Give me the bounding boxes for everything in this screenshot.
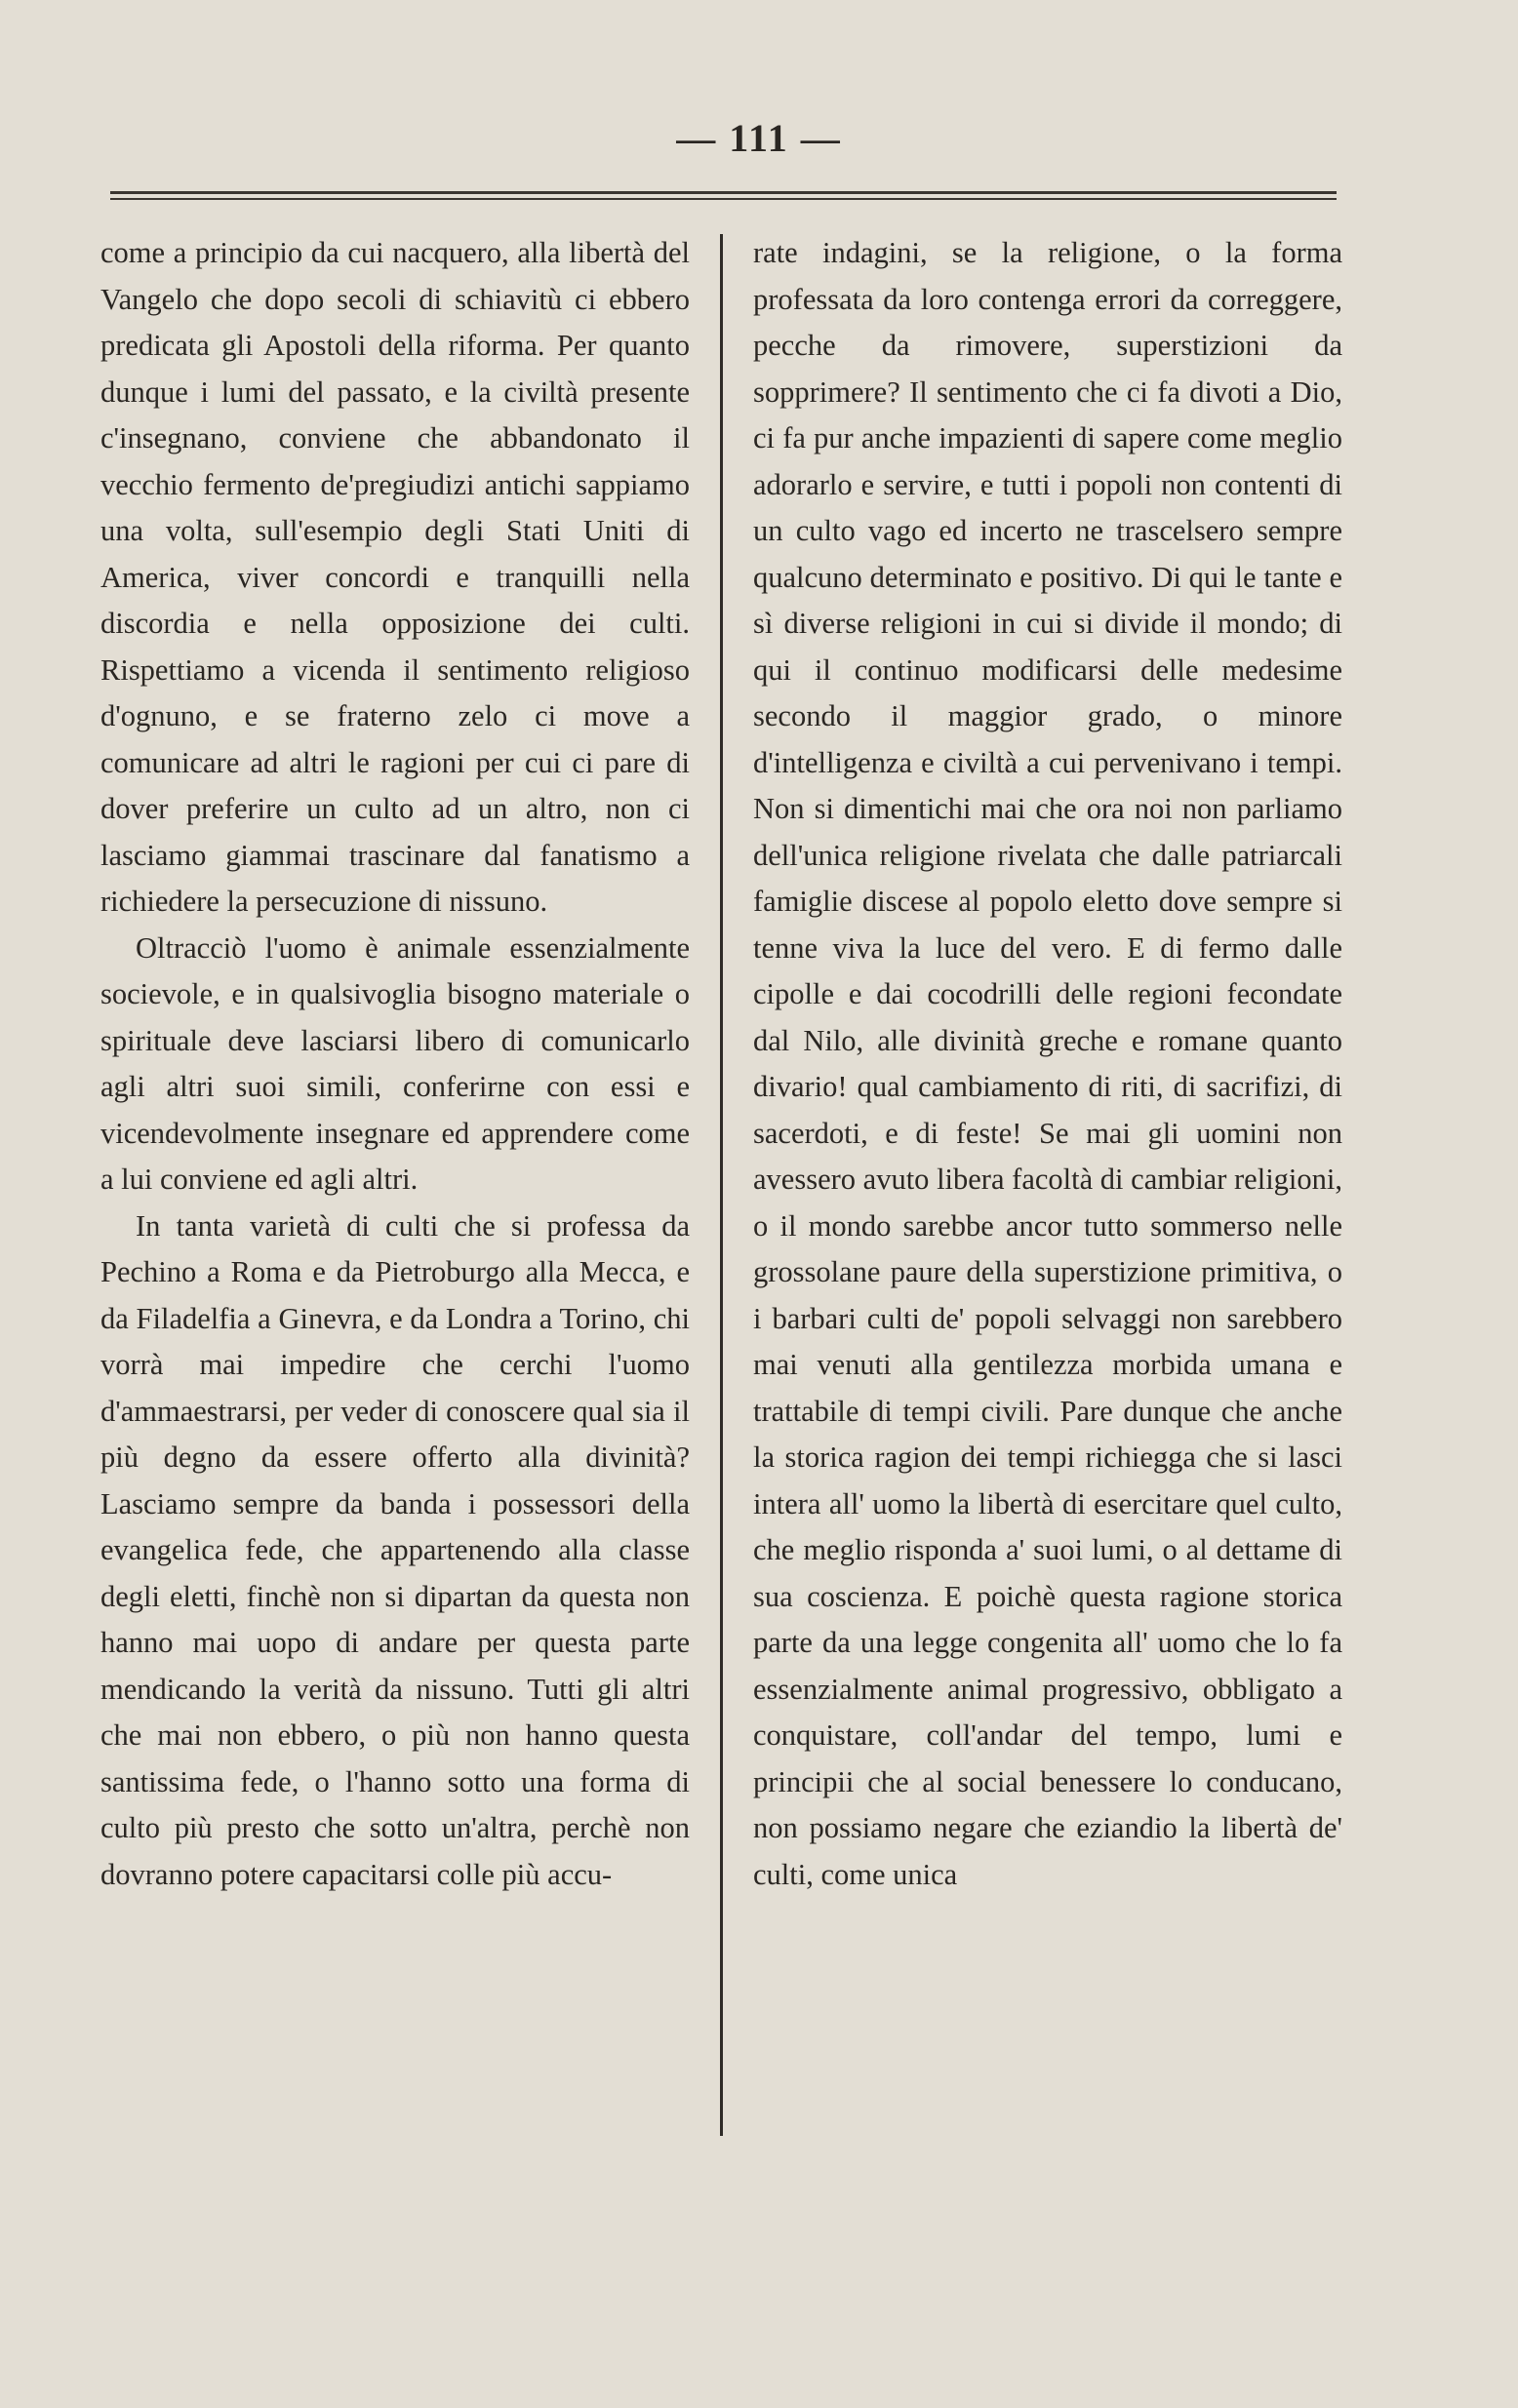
paragraph: rate indagini, se la religione, o la forma professata da loro contenga errori da correggere, pecche da rimovere, superstizioni da sopprimere? Il sentimento che ci fa divoti a Dio, ci fa pur anche impazienti di sapere come meglio adorarlo e servire, e tutti i popoli non contenti di un culto vago ed incerto ne trascelsero sempre qualcuno determinato e positivo. Di qui le tante e sì diverse religioni in cui si divide il mondo; di qui il continuo modificarsi delle medesime secondo il maggior grado, o minore d'intelligenza e civiltà a cui pervenivano i tempi. Non si dimentichi mai che ora noi non parliamo dell'unica religione rivelata che dalle patriarcali famiglie discese al popolo eletto dove sempre si tenne viva la luce del vero. E di fermo dalle cipolle e dai cocodrilli delle regioni fecondate dal Nilo, alle divinità greche e romane quanto divario! qual cambiamento di riti, di sacrifizi, di sacerdoti, e di feste! Se mai gli uomini non avessero avuto libera facoltà di cambiar religioni, o il mondo sarebbe ancor tutto sommerso nelle grossolane paure della superstizione primitiva, o i barbari culti de' popoli selvaggi non sarebbero mai venuti alla gentilezza morbida umana e trattabile di tempi civili. Pare dunque che anche la storica ragion dei tempi richiegga che si lasci intera all' uomo la libertà di esercitare quel culto, che meglio risponda a' suoi lumi, o al dettame di sua coscienza. E poichè questa ragione storica parte da una legge congenita all' uomo che lo fa essenzialmente animal progressivo, obbligato a conquistare, coll'andar del tempo, lumi e principii che al social benessere lo conducano, non possiamo negare che eziandio la libertà de' culti, come unica	[753, 236, 1342, 1891]
header-rule-thin	[110, 198, 1337, 200]
column-divider	[720, 234, 723, 2136]
paragraph: In tanta varietà di culti che si professa da Pechino a Roma e da Pietroburgo alla Mecca, e da Filadelfia a Ginevra, e da Londra a Torino, chi vorrà mai impedire che cerchi l'uomo d'ammaestrarsi, per veder di conoscere qual sia il più degno da essere offerto alla divinità? Lasciamo sempre da banda i possessori della evangelica fede, che appartenendo alla classe degli eletti, finchè non si dipartan da questa non hanno mai uopo di andare per questa parte mendicando la verità da nissuno. Tutti gli altri che mai non ebbero, o più non hanno questa santissima fede, o l'hanno sotto una forma di culto più presto che sotto un'altra, perchè non dovranno potere capacitarsi colle più accu-	[100, 1208, 690, 1891]
right-column	[753, 230, 1342, 1898]
paragraph: Oltracciò l'uomo è animale essenzialmente socievole, e in qualsivoglia bisogno materiale o spirituale deve lasciarsi libero di comunicarlo agli altri suoi simili, conferirne con essi e vicendevolmente insegnare ed apprendere come a lui conviene ed agli altri.	[100, 930, 690, 1196]
paragraph: come a principio da cui nacquero, alla libertà del Vangelo che dopo secoli di schiavitù ci ebbero predicata gli Apostoli della riforma. Per quanto dunque i lumi del passato, e la civiltà presente c'insegnano, conviene che abbandonato il vecchio fermento de'pregiudizi antichi sappiamo una volta, sull'esempio degli Stati Uniti di America, viver concordi e tranquilli nella discordia e nella opposizione dei culti. Rispettiamo a vicenda il sentimento religioso d'ognuno, e se fraterno zelo ci move a comunicare ad altri le ragioni per cui ci pare di dover preferire un culto ad un altro, non ci lasciamo giammai trascinare dal fanatismo a richiedere la persecuzione di nissuno.	[100, 236, 690, 918]
header-rule-thick	[110, 191, 1337, 194]
page-number: — 111 —	[676, 116, 842, 160]
left-column	[100, 230, 690, 1898]
